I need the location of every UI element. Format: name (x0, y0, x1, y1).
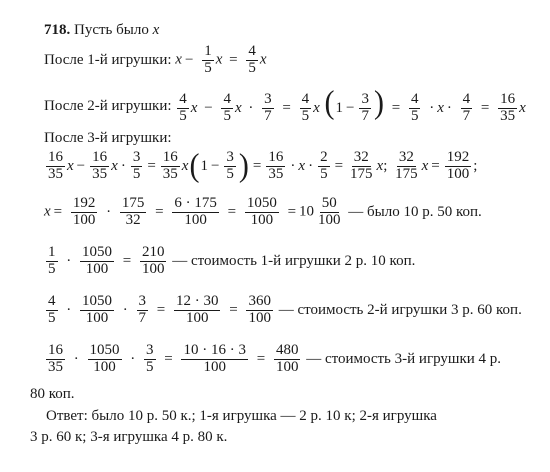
problem-title-var: x (152, 22, 160, 38)
toy1-conclusion: — стоимость 1-й игрушки 2 р. 10 коп. (172, 252, 416, 269)
step2-line (44, 84, 526, 125)
step3-label: После 3-й игрушки: (44, 130, 172, 146)
step1-formula: x − $\frac{1}{5}$ x = $\frac{4}{5}$ x (175, 43, 267, 76)
step3-formula: $\frac{16}{35}$ x − $\frac{16}{35}$ x · $\frac{3}{5}$ = $\frac{16}{35}$ x ( 1 − $\frac{3}{5}$ ) = $\frac{16}{35}$ · x · $\frac{2}{5}$ = $\frac{32}{175}$ x ; $\frac{32}{175}$ x = $\frac{192}{100}$ ; (48, 147, 478, 184)
toy3-line (44, 343, 501, 376)
toy1-line (44, 245, 415, 278)
toy2-formula: $\frac{4}{5}$ · $\frac{1050}{100}$ · $\frac{3}{7}$ = $\frac{12 \cdot 30}{100}$ = $\frac{360}{100}$ (48, 293, 271, 326)
x-value-line (44, 196, 482, 229)
total-conclusion: — было 10 р. 50 коп. (348, 203, 482, 220)
step1-line (44, 44, 267, 77)
step3-line (44, 130, 172, 147)
toy3-conclusion-cont: 80 коп. (30, 386, 75, 402)
problem-title (44, 22, 159, 39)
toy3-line-cont (30, 386, 75, 403)
step1-label: После 1-й игрушки: (44, 51, 172, 68)
step2-formula: $\frac{4}{5}$ x − $\frac{4}{5}$ x · $\frac{3}{7}$ = $\frac{4}{5}$ x (1 − $\frac{3}{7}$ ) = $\frac{4}{5}$ · x · $\frac{4}{7}$ = $\frac{16}{35}$ x (179, 84, 526, 125)
answer-text-2: 3 р. 60 к; 3-я игрушка 4 р. 80 к. (30, 429, 228, 445)
toy3-formula: $\frac{16}{35}$ · $\frac{1050}{100}$ · $\frac{3}{5}$ = $\frac{10 \cdot 16 \cdot 3}{100}$ = $\frac{480}{100}$ (48, 342, 299, 375)
toy2-line (44, 294, 522, 327)
toy2-conclusion: — стоимость 2-й игрушки 3 р. 60 коп. (278, 301, 522, 318)
x-value-formula: x = $\frac{192}{100}$ · $\frac{175}{32}$ = $\frac{6 \cdot 175}{100}$ = $\frac{1050}{100}$ = 10 $\frac{50}{100}$ (44, 195, 341, 228)
answer-line-2 (30, 429, 227, 446)
answer-line-1 (46, 408, 437, 425)
problem-title-text: Пусть было (74, 22, 149, 38)
step2-label: После 2-й игрушки: (44, 97, 172, 114)
answer-text-1: Ответ: было 10 р. 50 к.; 1-я игрушка — 2 р. 10 к; 2-я игрушка (46, 408, 437, 424)
problem-number: 718. (44, 22, 71, 38)
toy3-conclusion: — стоимость 3-й игрушки 4 р. (306, 350, 502, 367)
toy1-formula: $\frac{1}{5}$ · $\frac{1050}{100}$ = $\frac{210}{100}$ (48, 244, 165, 277)
